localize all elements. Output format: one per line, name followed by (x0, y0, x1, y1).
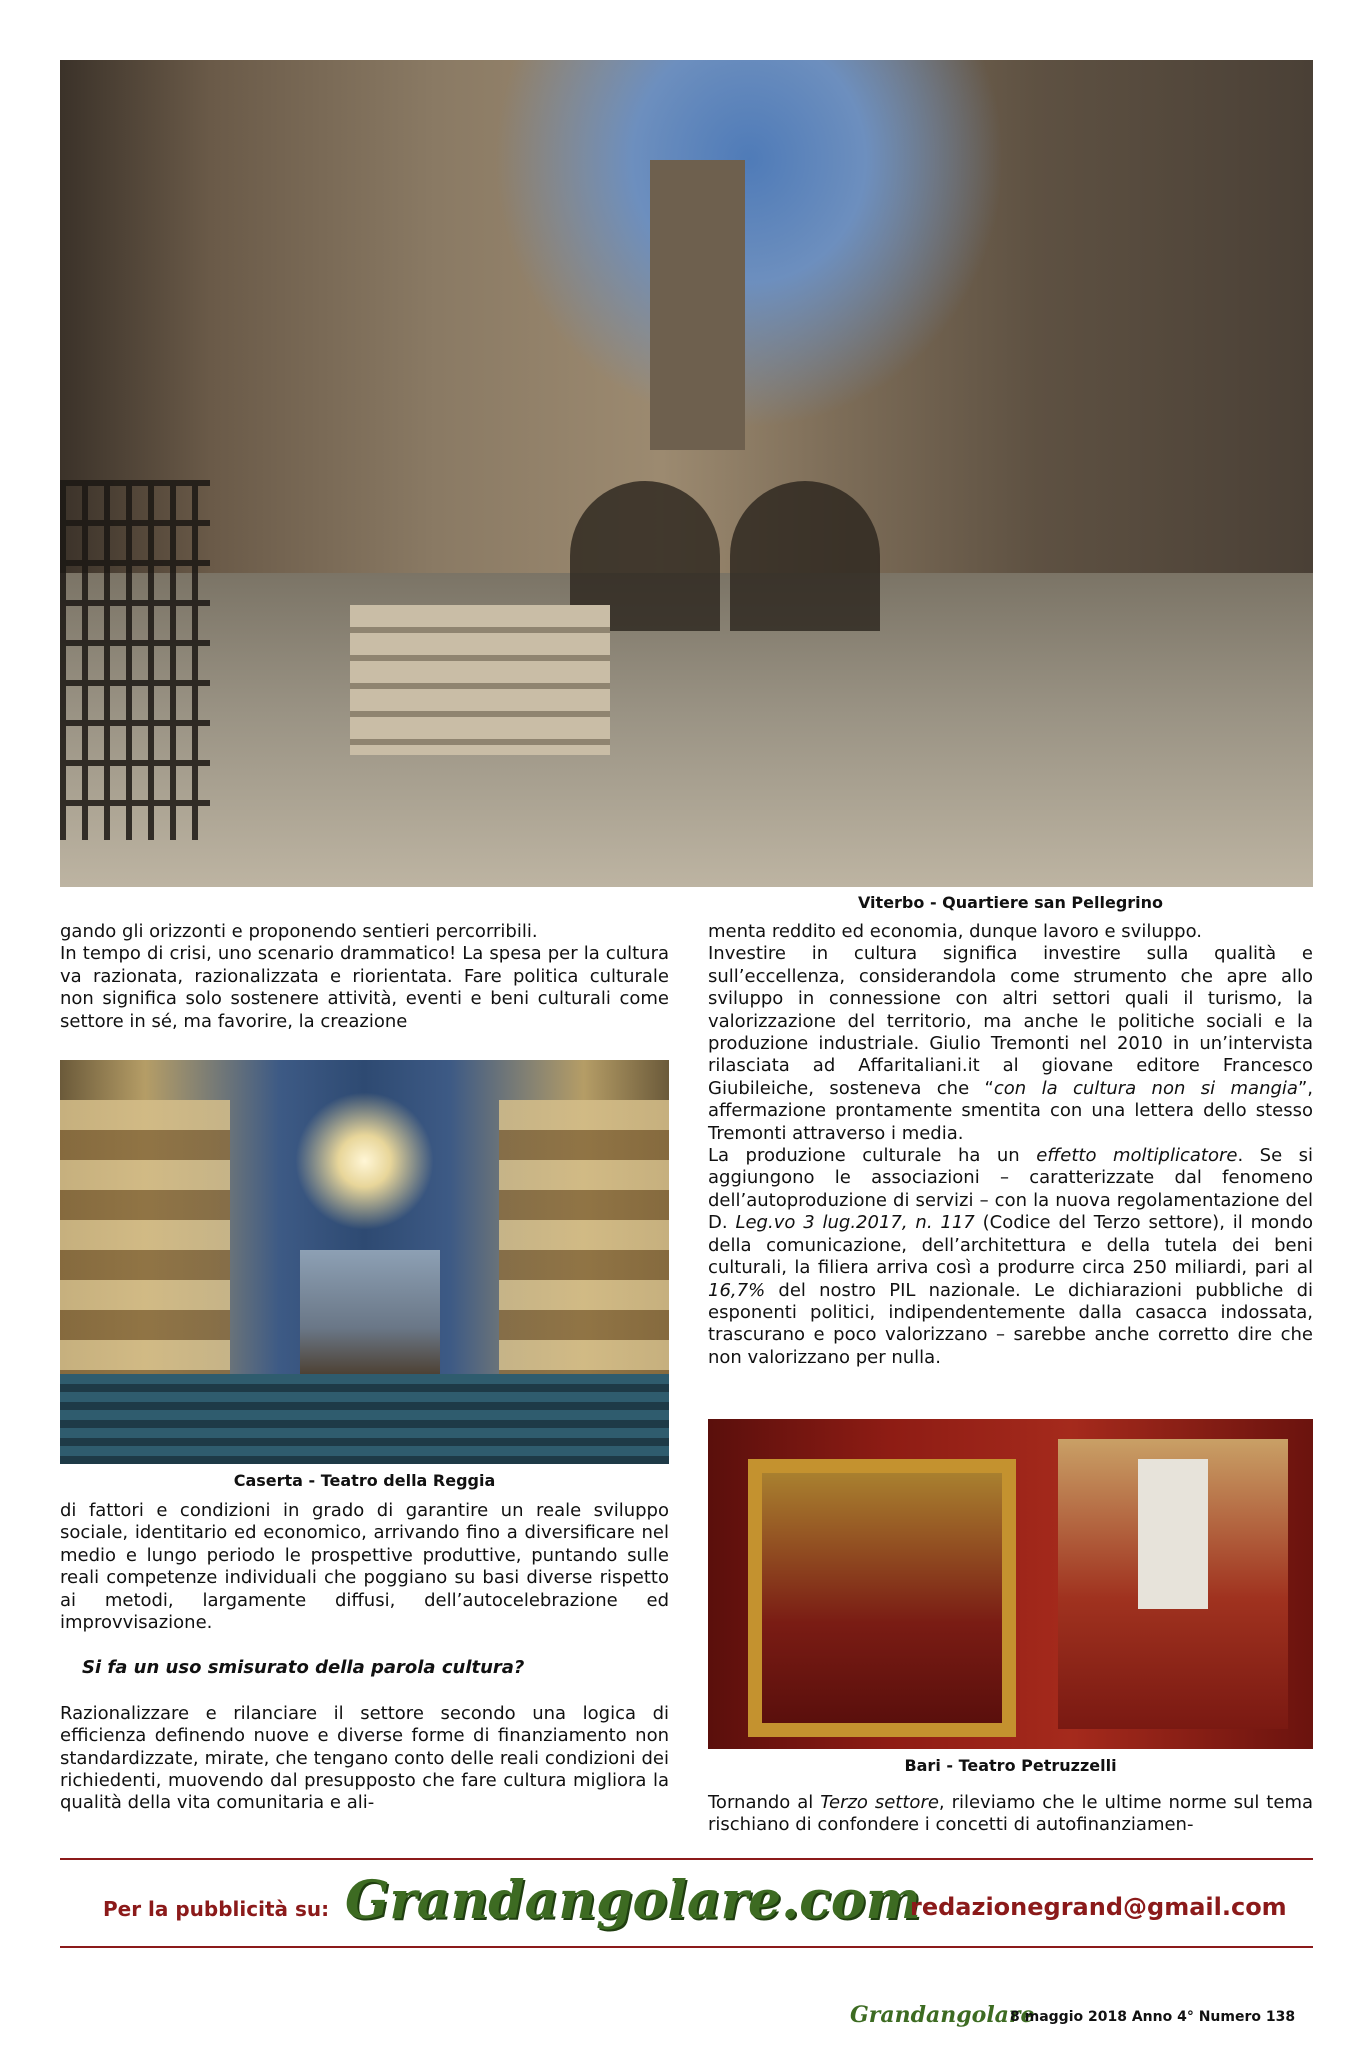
ad-bottom-rule (60, 1946, 1313, 1948)
paragraph: gando gli orizzonti e proponendo sentieri percorribili. (60, 921, 538, 942)
paragraph: In tempo di crisi, uno scenario drammatico! La spesa per la cultura va razionata, razionalizzata e riorientata. Fare politica culturale non significa solo sostenere attività, eventi e beni culturali come settore in sé, ma favorire, la creazione (60, 943, 669, 1032)
paragraph: Tornando al Terzo settore, rileviamo che le ultime norme sul tema rischiano di confondere i concetti di autofinanziamen- (708, 1792, 1314, 1836)
caption-bari: Bari - Teatro Petruzzelli (904, 1756, 1117, 1775)
footer-logo: Grandangolare (850, 2002, 1035, 2028)
footer-issue-date: 8 maggio 2018 Anno 4° Numero 138 (1010, 2009, 1296, 2025)
paragraph: Razionalizzare e rilanciare il settore secondo una logica di efficienza definendo nuove e diverse forme di finanziamento non standardizzate, mirate, che tengano conto delle reali condizioni dei richiedenti, muovendo dal presupposto che fare cultura migliora la qualità della vita comunitaria e ali- (60, 1702, 669, 1814)
photo-bari-teatro-petruzzelli (708, 1419, 1313, 1749)
caption-caserta: Caserta - Teatro della Reggia (233, 1471, 496, 1490)
photo-viterbo-quartiere-san-pellegrino (60, 60, 1313, 887)
left-column-bottom (60, 1500, 669, 1815)
photo-caserta-teatro-reggia (60, 1060, 669, 1464)
ad-email: redazionegrand@gmail.com (910, 1893, 1287, 1921)
right-column-top (708, 921, 1313, 1369)
caption-viterbo: Viterbo - Quartiere san Pellegrino (857, 893, 1164, 912)
paragraph: Investire in cultura significa investire sulla qualità e sull’eccellenza, considerandola come strumento che apre allo sviluppo in connessione con altri settori quali il turismo, la valorizzazione del territorio, ma anche le politiche sociali e la produzione industriale. Giulio Tremonti nel 2010 in un’intervista rilasciata ad Affaritaliani.it al giovane editore Francesco Giubileiche, sosteneva che “con la cultura non si mangia”, affermazione prontamente smentita con una lettera dello stesso Tremonti attraverso i media. (708, 943, 1313, 1144)
ad-top-rule (60, 1858, 1313, 1860)
ad-label: Per la pubblicità su: (103, 1897, 330, 1921)
paragraph: La produzione culturale ha un effetto moltiplicatore. Se si aggiungono le associazioni – caratterizzate dal fenomeno dell’autoproduzione di servizi – con la nuova regolamentazione del D. Leg.vo 3 lug.2017, n. 117 (Codice del Terzo settore), il mondo della comunicazione, dell’architettura e della tutela dei beni culturali, la filiera arriva così a produrre circa 250 miliardi, pari al 16,7% del nostro PIL nazionale. Le dichiarazioni pubbliche di esponenti politici, indipendentemente dalla casacca indossata, trascurano e poco valorizzano – sarebbe anche corretto dire che non valorizzano per nulla. (708, 1145, 1314, 1368)
section-question: Si fa un uso smisurato della parola cultura? (82, 1657, 525, 1679)
paragraph: menta reddito ed economia, dunque lavoro e sviluppo. (708, 921, 1202, 942)
left-column-top (60, 921, 669, 1033)
grandangolare-logo: Grandangolare.com (345, 1870, 921, 1931)
right-column-bottom (708, 1792, 1313, 1837)
paragraph: di fattori e condizioni in grado di garantire un reale sviluppo sociale, identitario ed economico, arrivando fino a diversificare nel medio e lungo periodo le prospettive produttive, puntando sulle reali competenze individuali che poggiano su basi diverse rispetto ai metodi, largamente diffusi, dell’autocelebrazione ed improvvisazione. (60, 1500, 669, 1634)
